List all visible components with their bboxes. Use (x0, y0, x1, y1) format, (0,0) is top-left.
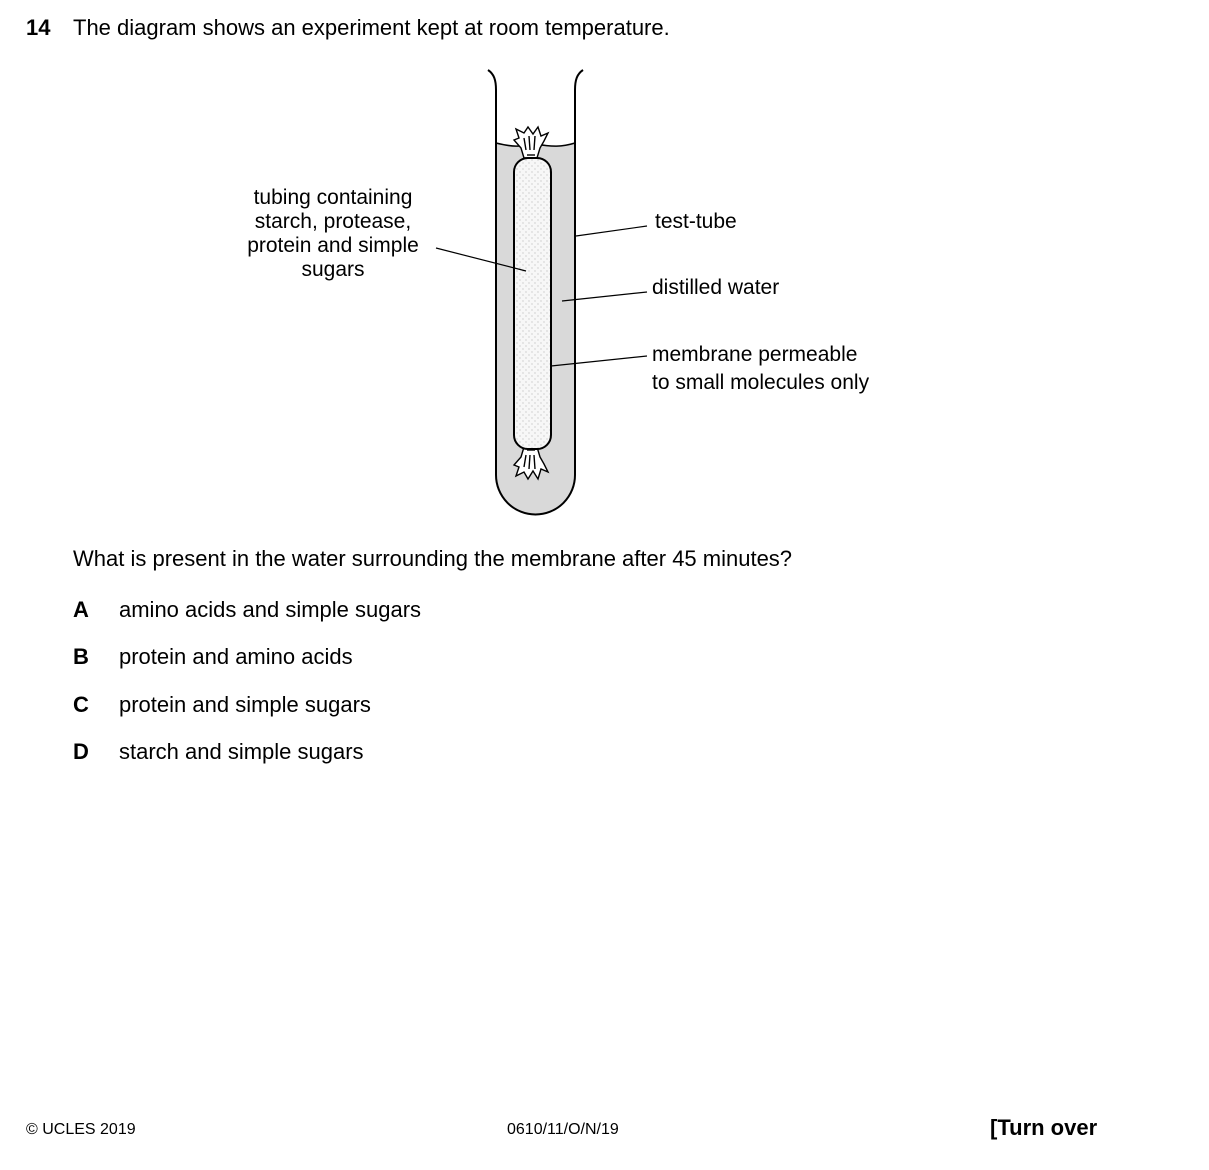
membrane-label-line: to small molecules only (652, 371, 870, 394)
distilled-water-label: distilled water (652, 276, 780, 299)
question-text: The diagram shows an experiment kept at room temperature. (73, 15, 670, 40)
tubing-label-line: protein and simple (247, 234, 419, 257)
tubing-label-line: starch, protease, (254, 210, 412, 233)
turn-over-note: [Turn over (990, 1115, 1098, 1140)
option-text: amino acids and simple sugars (119, 597, 422, 622)
option-text: starch and simple sugars (119, 739, 364, 764)
option-letter: B (73, 644, 89, 669)
copyright-notice: © UCLES 2019 (26, 1121, 136, 1138)
experiment-diagram (0, 0, 1209, 540)
test-tube-label: test-tube (655, 210, 737, 233)
option-letter: C (73, 692, 89, 717)
option-text: protein and simple sugars (119, 692, 371, 717)
question-prompt: What is present in the water surrounding the membrane after 45 minutes? (73, 546, 793, 571)
tubing-label (222, 186, 444, 282)
tubing-label-line: tubing containing (253, 186, 413, 209)
membrane-label (652, 341, 869, 397)
option-letter: D (73, 739, 89, 764)
paper-code: 0610/11/O/N/19 (507, 1121, 619, 1138)
option-letter: A (73, 597, 89, 622)
membrane-label-line: membrane permeable (652, 343, 858, 366)
tubing-label-line: sugars (301, 258, 365, 281)
question-number: 14 (26, 15, 51, 40)
leader-test-tube (576, 226, 647, 236)
option-text: protein and amino acids (119, 644, 353, 669)
membrane-tubing (514, 158, 551, 449)
